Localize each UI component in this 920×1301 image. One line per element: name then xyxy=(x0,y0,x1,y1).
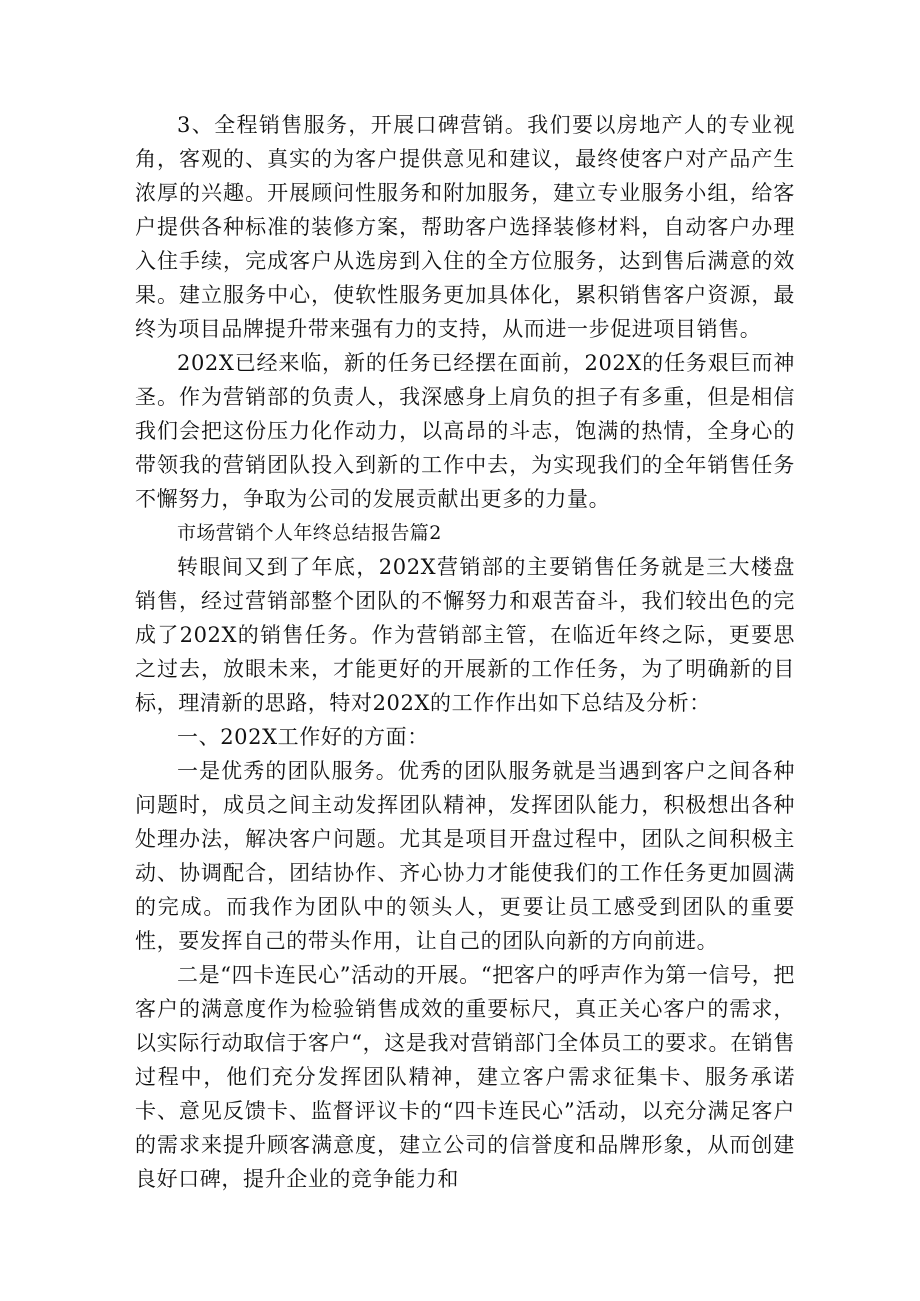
paragraph-team-service: 一是优秀的团队服务。优秀的团队服务就是当遇到客户之间各种问题时，成员之间主动发挥团队精神，发挥团队能力，积极想出各种处理办法，解决客户问题。尤其是项目开盘过程中，团队之间积极主动、协调配合，团结协作、齐心协力才能使我们的工作任务更加圆满的完成。而我作为团队中的领头人，更要让员工感受到团队的重要性，要发挥自己的带头作用，让自己的团队向新的方向前进。 xyxy=(135,759,795,953)
section-title-report-part-2: 市场营销个人年终总结报告篇2 xyxy=(177,522,442,544)
document-page xyxy=(135,108,795,1196)
paragraph-full-service-marketing: 3、全程销售服务，开展口碑营销。我们要以房地产人的专业视角，客观的、真实的为客户提供意见和建议，最终使客户对产品产生浓厚的兴趣。开展顾问性服务和附加服务，建立专业服务小组，给客户提供各种标准的装修方案，帮助客户选择装修材料，自动客户办理入住手续，完成客户从选房到入住的全方位服务，达到售后满意的效果。建立服务中心，使软性服务更加具体化，累积销售客户资源，最终为项目品牌提升带来强有力的支持，从而进一步促进项目销售。 xyxy=(135,113,795,341)
paragraph-year-end-intro: 转眼间又到了年底，202X营销部的主要销售任务就是三大楼盘销售，经过营销部整个团队的不懈努力和艰苦奋斗，我们较出色的完成了202X的销售任务。作为营销部主管，在临近年终之际，更要思之过去，放眼未来，才能更好的开展新的工作任务，为了明确新的目标，理清新的思路，特对202X的工作作出如下总结及分析： xyxy=(135,555,795,715)
subheading-good-aspects: 一、202X工作好的方面： xyxy=(177,725,429,749)
paragraph-four-cards-activity: 二是“四卡连民心”活动的开展。“把客户的呼声作为第一信号，把客户的满意度作为检验销售成效的重要标尺，真正关心客户的需求，以实际行动取信于客户“，这是我对营销部门全体员工的要求。在销售过程中，他们充分发挥团队精神，建立客户需求征集卡、服务承诺卡、意见反馈卡、监督评议卡的“四卡连民心”活动，以充分满足客户的需求来提升顾客满意度，建立公司的信誉度和品牌形象，从而创建良好口碑，提升企业的竞争能力和 xyxy=(135,963,795,1191)
paragraph-new-year-outlook: 202X已经来临，新的任务已经摆在面前，202X的任务艰巨而神圣。作为营销部的负责人，我深感身上肩负的担子有多重，但是相信我们会把这份压力化作动力，以高昂的斗志，饱满的热情，全身心的带领我的营销团队投入到新的工作中去，为实现我们的全年销售任务不懈努力，争取为公司的发展贡献出更多的力量。 xyxy=(135,351,795,511)
